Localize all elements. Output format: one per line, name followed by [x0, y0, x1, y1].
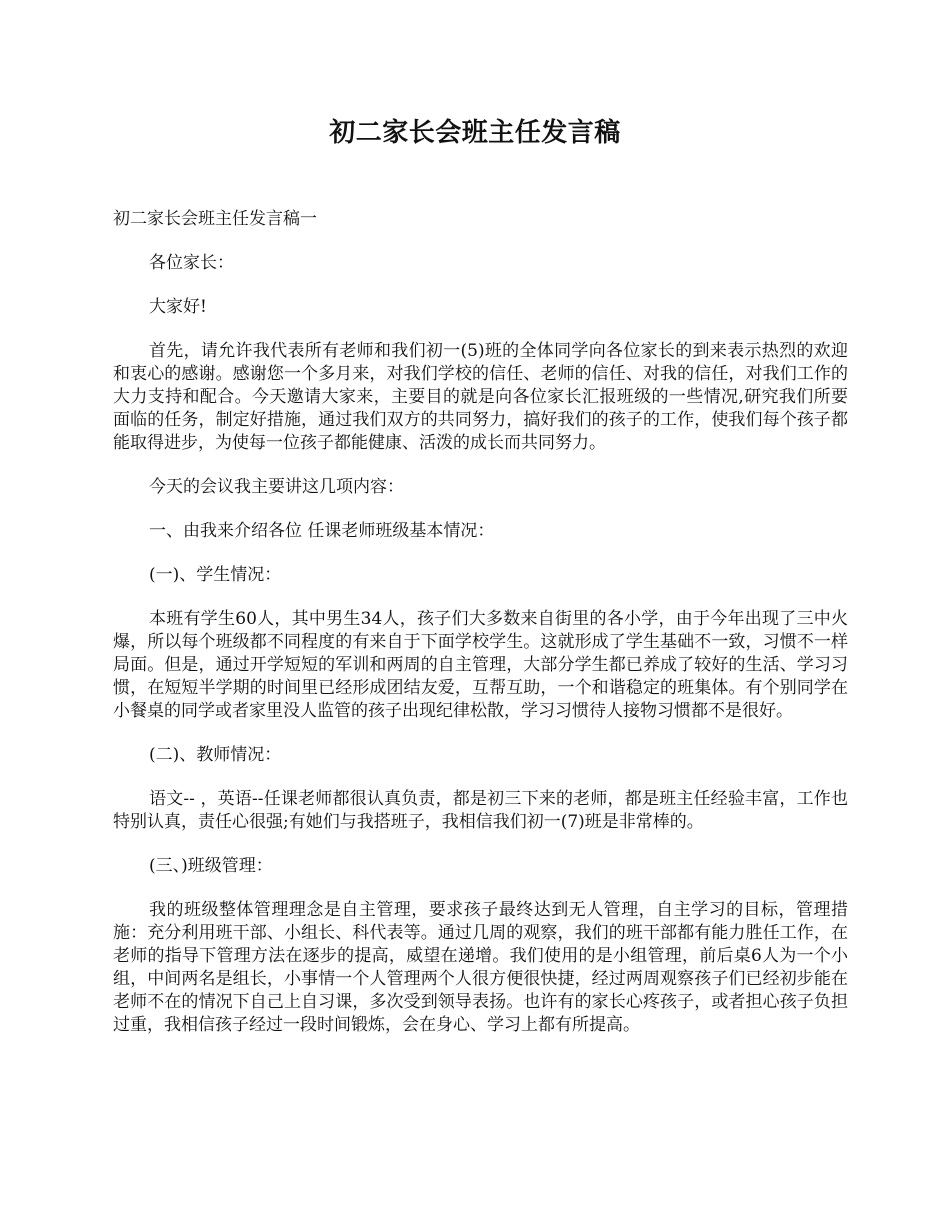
- document-title: 初二家长会班主任发言稿: [329, 118, 621, 148]
- paragraph-agenda: 今天的会议我主要讲这几项内容：: [149, 477, 404, 497]
- section-heading-1: 一、由我来介绍各位 任课老师班级基本情况：: [149, 521, 495, 541]
- document-body: [113, 208, 848, 1058]
- paragraph-opening: 首先，请允许我代表所有老师和我们初一(5)班的全体同学向各位家长的到来表示热烈的欢迎和衷心的感谢。感谢您一个多月来，对我们学校的信任、老师的信任、对我的信任，对我们工作的大力支持和配合。今天邀请大家来，主要目的就是向各位家长汇报班级的一些情况,研究我们所要面临的任务，制定好措施，通过我们双方的共同努力，搞好我们的孩子的工作，使我们每个孩子都能取得进步，为使每一位孩子都能健康、活泼的成长而共同努力。: [113, 341, 848, 453]
- greeting-all: 大家好!: [149, 297, 207, 317]
- document-subtitle: 初二家长会班主任发言稿一: [113, 209, 317, 229]
- greeting-parents: 各位家长：: [149, 253, 234, 273]
- subsection-heading-teachers: (二)、教师情况：: [149, 745, 282, 765]
- subsection-heading-students: (一)、学生情况：: [149, 565, 282, 585]
- paragraph-students: 本班有学生60人，其中男生34人，孩子们大多数来自街里的各小学，由于今年出现了三中火爆，所以每个班级都不同程度的有来自于下面学校学生。这就形成了学生基础不一致，习惯不一样局面。但是，通过开学短短的军训和两周的自主管理，大部分学生都已养成了较好的生活、学习习惯，在短短半学期的时间里已经形成团结友爱，互帮互助，一个和谐稳定的班集体。有个别同学在小餐桌的同学或者家里没人监管的孩子出现纪律松散，学习习惯待人接物习惯都不是很好。: [113, 609, 848, 721]
- subsection-heading-management: (三、)班级管理：: [149, 856, 273, 876]
- paragraph-management: 我的班级整体管理理念是自主管理，要求孩子最终达到无人管理，自主学习的目标，管理措施：充分利用班干部、小组长、科代表等。通过几周的观察，我们的班干部都有能力胜任工作，在老师的指导下管理方法在逐步的提高，威望在递增。我们使用的是小组管理，前后桌6人为一个小组，中间两名是组长，小事情一个人管理两个人很方便很快捷，经过两周观察孩子们已经初步能在老师不在的情况下自己上自习课，多次受到领导表扬。也许有的家长心疼孩子，或者担心孩子负担过重，我相信孩子经过一段时间锻炼，会在身心、学习上都有所提高。: [113, 900, 848, 1035]
- paragraph-teachers: 语文-- ，英语--任课老师都很认真负责，都是初三下来的老师，都是班主任经验丰富，工作也特别认真，责任心很强;有她们与我搭班子，我相信我们初一(7)班是非常棒的。: [113, 789, 848, 832]
